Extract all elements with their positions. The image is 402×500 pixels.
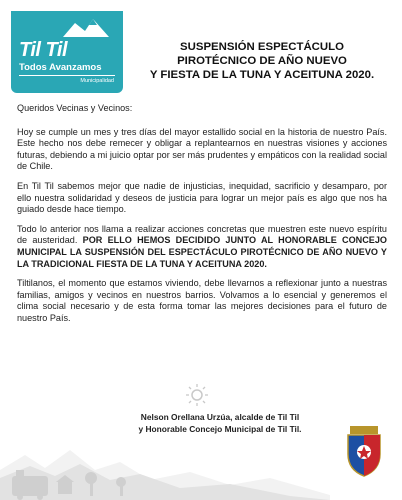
logo-divider [19,75,115,76]
document-title [132,40,392,82]
municipal-crest-icon [344,426,384,478]
letter-body [17,103,387,333]
sun-icon [182,382,212,408]
title-line: Y FIESTA DE LA TUNA Y ACEITUNA 2020. [149,69,375,81]
paragraph-1: Hoy se cumple un mes y tres días del mayor estallido social en la historia de nuestro País. Este hecho nos debe remecer y obligar a replantearnos en nuestras visiones y acciones futuras, debiendo a mi juicio optar por ser más prudentes y empáticos con la realidad social de Chile. [17,126,387,172]
landscape-illustration [0,440,330,500]
municipal-logo [11,11,123,93]
paragraph-3-bold-text: POR ELLO HEMOS DECIDIDO JUNTO AL HONORABLE CONCEJO MUNICIPAL LA SUSPENSIÓN DEL ESPECTÁCULO PIROTÉCNICO DE AÑO NUEVO Y LA TRADICIONAL FIESTA DE LA TUNA Y ACEITUNA 2020. [17,235,387,269]
signature-line-2: y Honorable Concejo Municipal de Til Til. [138,423,302,434]
logo-sub-text: Todos Avanzamos [19,62,102,73]
signature [95,412,345,435]
signature-line-1: Nelson Orellana Urzúa, alcalde de Til Til [140,412,300,422]
logo-muni-text: Municipalidad [80,78,114,84]
paragraph-3 [17,224,387,270]
title-line: PIROTÉCNICO DE AÑO NUEVO [177,55,347,67]
paragraph-3-text: Todo lo anterior nos llama a realizar acciones concretas que muestren este nuevo espíritu de austeridad. [17,223,387,246]
paragraph-4: Tiltilanos, el momento que estamos viviendo, debe llevarnos a reflexionar junto a nuestras familias, amigos y vecinos en nuestros barrios. Volvamos a lo esencial y generemos el clima social necesario y de esta forma tomar las mejores decisiones para el futuro de nuestro País. [17,278,387,323]
title-line: SUSPENSIÓN ESPECTÁCULO [180,41,344,53]
logo-main-text: Til Til [19,39,67,61]
greeting: Queridos Vecinas y Vecinos: [17,103,133,113]
paragraph-2: En Til Til sabemos mejor que nadie de injusticias, inequidad, sacrificio y desamparo, por ello nuestra solidaridad y deseos de justicia para lograr un mejor país es algo que nos ha guiado desde hace tiempo. [17,180,387,215]
